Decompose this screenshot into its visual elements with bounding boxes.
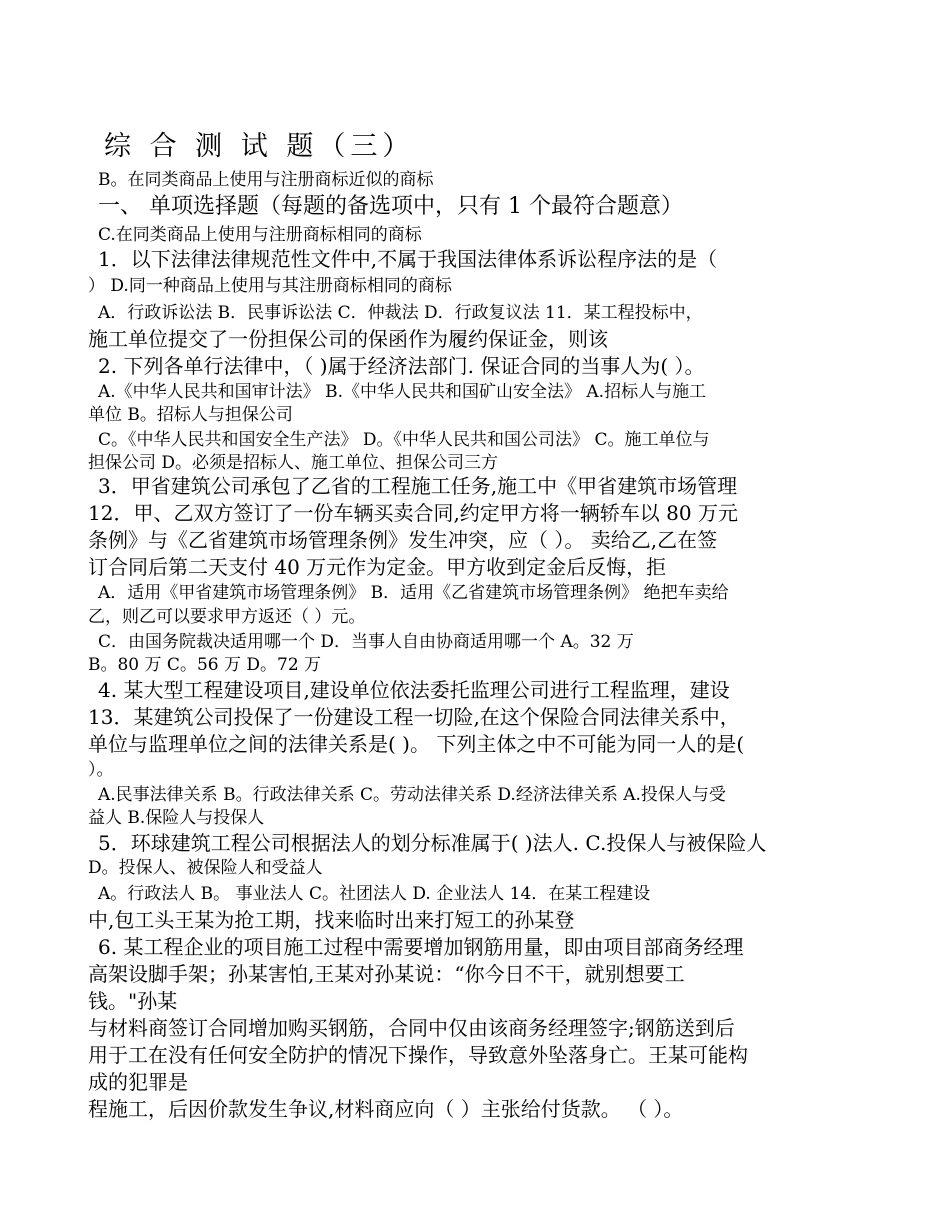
question-2: 2. 下列各单行法律中，（ )属于经济法部门. 保证合同的当事人为( ）。 [98, 354, 705, 378]
options-3b: C．由国务院裁决适用哪一个 D．当事人自由协商适用哪一个 A。32 万 [98, 632, 634, 652]
options-4: A.民事法律关系 B。行政法律关系 C。劳动法律关系 D.经济法律关系 A.投保人与受 [98, 785, 726, 805]
text-line-12: 担保公司 D。必须是招标人、施工单位、担保公司三方 [88, 453, 499, 473]
options-3a: A．适用《甲省建筑市场管理条例》 B．适用《乙省建筑市场管理条例》 绝把车卖给 [98, 583, 729, 603]
text-line-23: 单位与监理单位之间的法律关系是( )。 下列主体之中不可能为同一人的是( [88, 732, 745, 756]
question-1: 1．以下法律法律规范性文件中,不属于我国法律体系诉讼程序法的是（ [98, 247, 718, 271]
text-line-26: 益人 B.保险人与投保人 [88, 808, 265, 828]
text-line-7: 施工单位提交了一份担保公司的保函作为履约保证金，则该 [88, 327, 608, 351]
question-13: 13．某建筑公司投保了一份建设工程一切险,在这个保险合同法律关系中， [88, 705, 740, 729]
text-line-30: 中,包工头王某为抢工期，找来临时出来打短工的孙某登 [88, 908, 575, 932]
options-1: A．行政诉讼法 B．民事诉讼法 C．仲裁法 D．行政复议法 11．某工程投标中， [98, 303, 703, 323]
options-5: A。行政法人 B。 事业法人 C。社团法人 D. 企业法人 14．在某工程建设 [98, 884, 651, 904]
text-line-3: C.在同类商品上使用与注册商标相同的商标 [98, 225, 422, 245]
text-line-33: 钱。"孙某 [88, 989, 178, 1013]
text-line-35: 用于工在没有任何安全防护的情况下操作，导致意外坠落身亡。王某可能构 [88, 1043, 748, 1067]
document-title: 综 合 测 试 题（三） [104, 131, 415, 162]
question-4: 4. 某大型工程建设项目,建设单位依法委托监理公司进行工程监理，建设 [98, 678, 730, 702]
text-line-1: B。在同类商品上使用与注册商标近似的商标 [98, 170, 434, 190]
text-line-5: ） D.同一种商品上使用与其注册商标相同的商标 [88, 276, 452, 296]
text-line-24: ）。 [88, 760, 114, 780]
options-2a: A.《中华人民共和国审计法》 B.《中华人民共和国矿山安全法》 A.招标人与施工 [98, 382, 707, 402]
text-line-15: 条例》与《乙省建筑市场管理条例》发生冲突，应（ ）。 卖给乙,乙在签 [88, 528, 718, 552]
text-line-16: 订合同后第二天支付 40 万元作为定金。甲方收到定金后反悔，拒 [88, 555, 667, 579]
text-line-32: 高架设脚手架；孙某害怕,王某对孙某说：“你今日不干，就别想要工 [88, 962, 685, 986]
text-line-37: 程施工，后因价款发生争议,材料商应向（ ）主张给付货款。 （ ）。 [88, 1097, 684, 1121]
text-line-36: 成的犯罪是 [88, 1070, 188, 1094]
text-line-28: D。投保人、被保险人和受益人 [88, 858, 323, 878]
options-12: B。80 万 C。56 万 D。72 万 [88, 655, 322, 675]
text-line-34: 与材料商签订合同增加购买钢筋，合同中仅由该商务经理签字;钢筋送到后 [88, 1016, 735, 1040]
question-3: 3．甲省建筑公司承包了乙省的工程施工任务,施工中《甲省建筑市场管理 [98, 474, 738, 498]
text-line-10: 单位 B。招标人与担保公司 [88, 405, 293, 425]
section-heading: 一、 单项选择题（每题的备选项中，只有 1 个最符合题意） [98, 194, 683, 219]
question-5: 5．环球建筑工程公司根据法人的划分标准属于( )法人. C.投保人与被保险人 [98, 831, 767, 855]
question-6: 6. 某工程企业的项目施工过程中需要增加钢筋用量，即由项目部商务经理 [98, 935, 744, 959]
options-2b: C。《中华人民共和国安全生产法》 D。《中华人民共和国公司法》 C。施工单位与 [98, 430, 710, 450]
question-12: 12．甲、乙双方签订了一份车辆买卖合同,约定甲方将一辆轿车以 80 万元 [88, 501, 738, 525]
text-line-18: 乙，则乙可以要求甲方返还（ ）元。 [88, 607, 366, 627]
